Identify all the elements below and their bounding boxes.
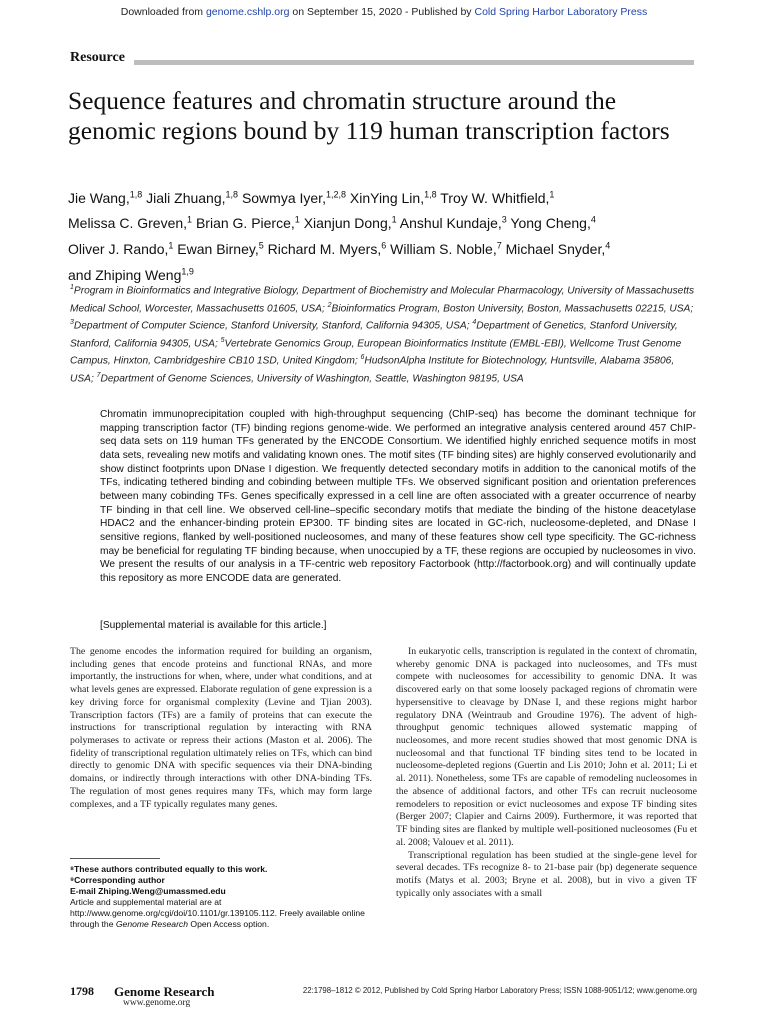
author: Yong Cheng,$^4$: [510, 214, 596, 232]
footnote-article-info: Article and supplemental material are at http://www.genome.org/cgi/doi/10.1101/gr.139105.112. Freely available online through the Genome Research Open Access option.: [70, 897, 365, 929]
body-column-left: [70, 646, 372, 811]
footnote-equal-contribution: ⁸These authors contributed equally to this work.: [70, 864, 268, 874]
abstract: Chromatin immunoprecipitation coupled with high-throughput sequencing (ChIP-seq) has become the dominant technique for mapping transcription factor (TF) binding regions genome-wide. We performed an integrative analysis centered around 457 ChIP-seq data sets on 119 human TFs generated by the ENCODE Consortium. We identified highly enriched sequence motifs in most data sets, revealing new motifs and validating known ones. The motif sites (TF binding sites) are highly conserved evolutionarily and show distinct footprints upon DNase I digestion. We frequently detected secondary motifs in addition to the canonical motifs of the TFs, indicating tethered binding and cobinding between multiple TFs. We observed significant position and orientation preferences between many cobinding TFs. Genes specifically expressed in a cell line are often associated with a greater occurrence of nearby TF binding in that cell line. We observed cell-line–specific secondary motifs that mediate the binding of the histone deacetylase HDAC2 and the enhancer-binding protein EP300. TF binding sites are located in GC-rich, nucleosome-depleted, and DNase I sensitive regions, flanked by well-positioned nucleosomes, and many of these features show cell type specificity. The GC-richness may be beneficial for regulating TF binding because, when unoccupied by a TF, these regions are occupied by nucleosomes in vivo. We present the results of our analysis in a TF-centric web repository Factorbook (http://factorbook.org) and will continually update this repository as more ENCODE data are generated.: [100, 409, 696, 584]
journal-website[interactable]: www.genome.org: [123, 998, 191, 1008]
author-list: [68, 183, 708, 286]
author: Troy W. Whitfield,$^1$: [440, 189, 555, 206]
body-paragraph: The genome encodes the information required for building an organism, including genes that encode proteins and functional RNAs, and more importantly, the instructions for when, where, under what conditions, and at what levels genes are expressed. Elaborate regulation of gene expression is a key driving force for organismal complexity (Levine and Tjian 2003). Transcription factors (TFs) are a family of proteins that can execute the instructions for transcriptional regulation by interacting with RNA polymerases to activate or repress their actions (Maston et al. 2006). The fidelity of transcriptional regulation ultimately relies on TFs, which can bind directly to genomic DNA with specific sequences via their DNA-binding domains, or indirectly through interactions with other DNA-binding TFs. The regulation of most genes requires many TFs, which may form large complexes, and a TF typically regulates many genes.: [70, 646, 372, 810]
footnote-divider: [70, 858, 160, 859]
author: Sowmya Iyer,$^{1,2,8}$: [241, 189, 346, 206]
supplemental-note: [Supplemental material is available for this article.]: [100, 620, 327, 631]
author: Oliver J. Rando,$^1$: [68, 240, 174, 257]
author: Brian G. Pierce,$^1$: [195, 214, 300, 232]
citation-line: 22:1798–1812 © 2012, Published by Cold Spring Harbor Laboratory Press; ISSN 1088-9051/12; www.genome.org: [302, 986, 697, 995]
banner-prefix: Downloaded from: [120, 6, 206, 18]
body-paragraph: Transcriptional regulation has been studied at the single-gene level for several decades. TFs recognize 8- to 21-base pair (bp) degenerate sequence motifs (Matys et al. 2003; Bryne et al. 2008), but in vivo a given TF typically only associates with a small: [396, 849, 697, 899]
author: XinYing Lin,$^{1,8}$: [349, 189, 437, 206]
footnote-email[interactable]: E-mail Zhiping.Weng@umassmed.edu: [70, 886, 226, 896]
footnote-corresponding: ⁹Corresponding author: [70, 875, 165, 885]
footnotes: [70, 864, 372, 930]
download-banner: [0, 6, 768, 18]
section-rule: [134, 60, 694, 65]
banner-site-link[interactable]: genome.cshlp.org: [205, 6, 290, 18]
section-label: Resource: [70, 50, 125, 65]
author: Michael Snyder,$^4$: [505, 240, 611, 257]
author: and Zhiping Weng$^{1,9}$: [68, 265, 194, 283]
author: William S. Noble,$^7$: [390, 240, 502, 257]
body-column-right: [396, 646, 697, 900]
article-title: Sequence features and chromatin structure around the genomic regions bound by 119 human transcription factors: [68, 86, 670, 145]
journal-name: Genome Research: [114, 984, 215, 999]
author: Melissa C. Greven,$^1$: [68, 214, 193, 232]
author: Anshul Kundaje,$^3$: [399, 214, 507, 232]
banner-middle: on September 15, 2020 - Published by: [289, 6, 475, 18]
author: Jie Wang,$^{1,8}$: [68, 189, 143, 206]
affiliations: $^1$Program in Bioinformatics and Integrative Biology, Department of Biochemistry and Molecular Pharmacology, University of Massachusetts Medical School, Worcester, Massachusetts 01605, USA; $^2$Bioinformatics Program, Boston University, Boston, Massachusetts 02215, USA; $^3$Department of Computer Science, Stanford University, Stanford, California 94305, USA; $^4$Department of Genetics, Stanford University, Stanford, California 94305, USA; $^5$Vertebrate Genomics Group, European Bioinformatics Institute (EMBL-EBI), Wellcome Trust Genome Campus, Hinxton, Cambridgeshire CB10 1SD, United Kingdom; $^6$HudsonAlpha Institute for Biotechnology, Huntsville, Alabama 35806, USA; $^7$Department of Genome Sciences, University of Washington, Seattle, Washington 98195, USA: [70, 284, 695, 385]
author: Ewan Birney,$^5$: [177, 240, 264, 257]
author: Richard M. Myers,$^6$: [267, 240, 387, 257]
banner-publisher-link[interactable]: Cold Spring Harbor Laboratory Press: [474, 6, 648, 18]
page-number: 1798: [70, 984, 94, 998]
author: Xianjun Dong,$^1$: [303, 214, 397, 232]
body-paragraph: In eukaryotic cells, transcription is regulated in the context of chromatin, whereby genomic DNA is packaged into nucleosomes, and TFs must compete with nucleosomes for accessibility to genomic DNA. It was discovered early on that some loosely packaged regions of chromatin were hypersensitive to cleavage by DNase I, and these regions might harbor regulatory DNA (Weintraub and Groudine 1976). The advent of high-throughput genomic techniques allowed systematic mapping of nucleosomes, and more recent studies showed that most genomic DNA is nucleosomal and that functional TF binding sites tend to be located in nucleosome-depleted regions (Guertin and Lis 2010; John et al. 2011; Li et al. 2011). Nonetheless, some TFs are capable of remodeling nucleosomes in the absence of additional factors, and other TFs can recruit nucleosome remodelers to reposition or evict nucleosomes and expose TF binding sites (Berger 2007; Clapier and Cairns 2009). Furthermore, it was reported that TF binding sites are flanked by multiple well-positioned nucleosomes (Fu et al. 2008; Valouev et al. 2011).: [396, 646, 697, 848]
author: Jiali Zhuang,$^{1,8}$: [146, 189, 239, 206]
